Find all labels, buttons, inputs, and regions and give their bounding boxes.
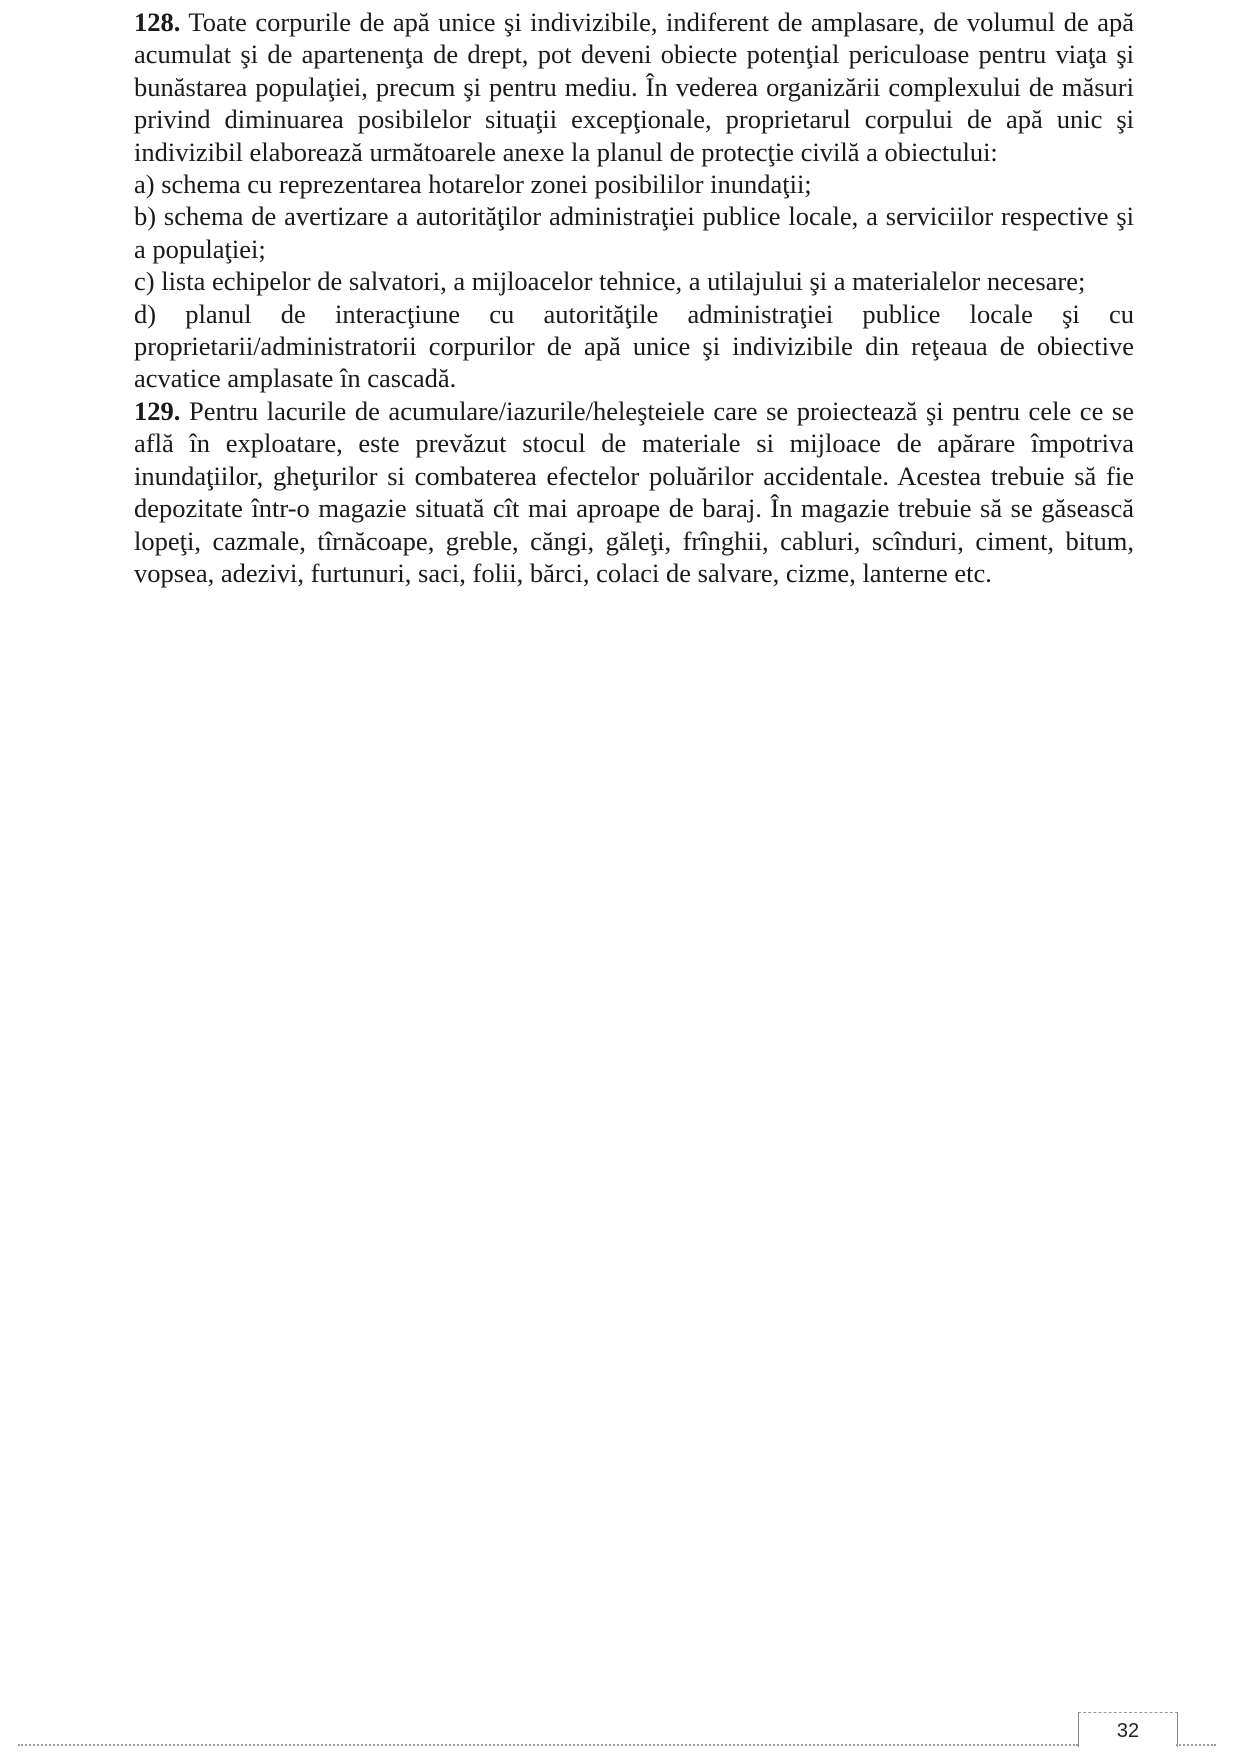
document-body bbox=[134, 6, 1134, 589]
list-item: d) planul de interacţiune cu autorităţile administraţiei publice locale şi cu proprietarii/administratorii corpurilor de apă unice şi indivizibile din reţeaua de obiective acvatice amplasate în cascadă. bbox=[134, 298, 1134, 394]
footer-divider-tail bbox=[1176, 1744, 1216, 1746]
paragraph-number: 128. bbox=[134, 7, 181, 37]
list-item: c) lista echipelor de salvatori, a mijloacelor tehnice, a utilajului şi a materialelor necesare; bbox=[134, 266, 1086, 297]
paragraph-number: 129. bbox=[134, 395, 181, 426]
paragraph-128 bbox=[134, 6, 1134, 168]
page-number: 32 bbox=[1078, 1712, 1178, 1747]
paragraph-text: Pentru lacurile de acumulare/iazurile/heleşteiele care se proiectează şi pentru cele ce se află în exploatare, este prevăzut stocul de materiale si mijloace de apărare împotriva inundaţiilor, gheţurilor si combaterea efectelor poluărilor accidentale. Acestea trebuie să fie depozitate într-o magazie situată cît mai aproape de baraj. În magazie trebuie să se găsească lopeţi, cazmale, tîrnăcoape, greble, căngi, găleţi, frînghii, cabluri, scînduri, ciment, bitum, vopsea, adezivi, furtunuri, saci, folii, bărci, colaci de salvare, cizme, lanterne etc. bbox=[134, 395, 1135, 588]
paragraph-text: Toate corpurile de apă unice şi indivizibile, indiferent de amplasare, de volumul de apă acumulat şi de apartenenţa de drept, pot deveni obiecte potenţial periculoase pentru viaţa şi bunăstarea populaţiei, precum şi pentru mediu. În vederea organizării complexului de măsuri privind diminuarea posibilelor situaţii excepţionale, proprietarul corpului de apă unic şi indivizibil elaborează următoarele anexe la planul de protecţie civilă a obiectului: bbox=[134, 7, 1134, 167]
list-item: a) schema cu reprezentarea hotarelor zonei posibililor inundaţii; bbox=[134, 169, 812, 200]
footer-divider bbox=[18, 1744, 1078, 1746]
paragraph-129 bbox=[134, 395, 1134, 589]
list-item: b) schema de avertizare a autorităţilor administraţiei publice locale, a serviciilor respective şi a populaţiei; bbox=[134, 201, 1134, 264]
